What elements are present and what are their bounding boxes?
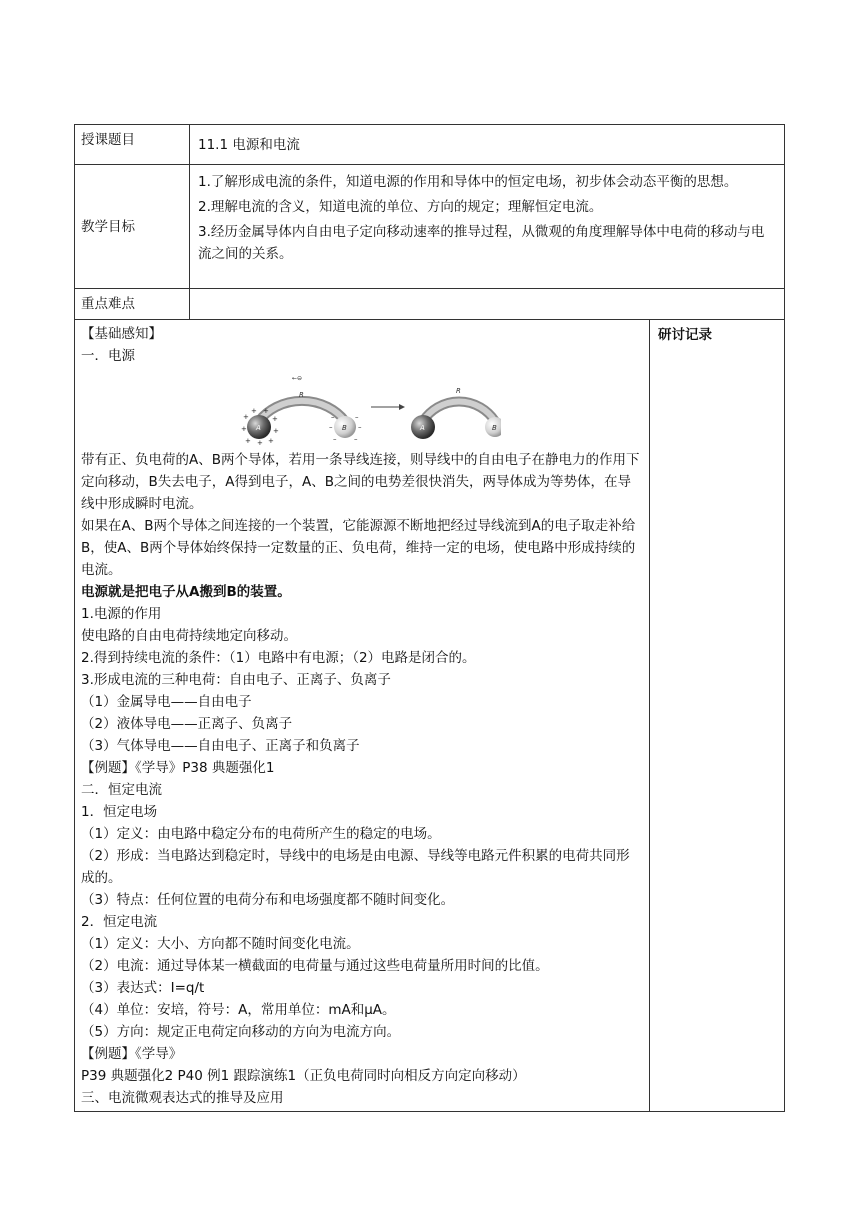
svg-text:B: B [492,424,497,432]
goal-item: 3.经历金属导体内自由电子定向移动速率的推导过程，从微观的角度理解导体中电荷的移动与电流之间的关系。 [198,224,765,262]
svg-text:B: B [342,424,347,432]
content-cell [75,320,650,1112]
goal-row [75,165,785,289]
svg-text:–: – [329,423,333,431]
svg-text:+: + [257,439,263,445]
svg-text:–: – [355,413,359,421]
line: （3）气体导电——自由电子、正离子和负离子 [81,738,360,754]
line: （2）液体导电——正离子、负离子 [81,716,293,732]
svg-text:+: + [241,425,247,433]
discussion-record: 研讨记录 [650,320,785,1112]
line: （4）单位：安培，符号：A，常用单位：mA和μA。 [81,1002,396,1018]
line: 使电路的自由电荷持续地定向移动。 [81,628,297,644]
svg-text:+: + [268,437,274,445]
line: （5）方向：规定正电荷定向移动的方向为电流方向。 [81,1024,401,1040]
svg-text:A: A [256,424,261,432]
conductor-figure [241,369,501,445]
svg-text:+: + [273,427,279,435]
line: （1）定义：由电路中稳定分布的电荷所产生的稳定的电场。 [81,826,441,842]
svg-text:–: – [354,435,358,443]
line: 2.得到持续电流的条件：（1）电路中有电源；（2）电路是闭合的。 [81,650,476,666]
example-ref: 【例题】《学导》P38 典题强化1 [81,760,275,776]
paragraph: 如果在A、B两个导体之间连接的一个装置，它能源源不断地把经过导线流到A的电子取走补给B，使A、B两个导体始终保持一定数量的正、负电荷，维持一定的电场，使电路中形成持续的电流。 [81,518,636,578]
line: 1.电源的作用 [81,606,162,622]
line: 2．恒定电流 [81,914,158,930]
line: （3）表达式：I=q/t [81,980,205,996]
svg-text:+: + [251,407,257,415]
lesson-plan-table [74,124,785,1112]
electron-marker: ←⊖ [292,375,303,382]
example-ref: 【例题】《学导》 [81,1046,183,1062]
heading-power-source: 一．电源 [81,348,135,364]
line: （1）金属导电——自由电子 [81,694,252,710]
key-row [75,289,785,320]
example-ref: P39 典题强化2 P40 例1 跟踪演练1（正负电荷同时向相反方向定向移动） [81,1068,526,1084]
svg-text:+: + [243,413,249,421]
goal-list [190,165,785,289]
section-basic: 【基础感知】 [81,326,162,342]
topic-label: 授课题目 [75,125,190,165]
paragraph: 带有正、负电荷的A、B两个导体，若用一条导线连接，则导线中的自由电子在静电力的作用下定向移动，B失去电子，A得到电子，A、B之间的电势差很快消失，两导体成为等势体，在导线中形成瞬时电流。 [81,452,640,512]
line: 3.形成电流的三种电荷：自由电子、正离子、负离子 [81,672,391,688]
line: 1．恒定电场 [81,804,158,820]
svg-text:A: A [420,424,425,432]
svg-text:+: + [272,415,278,423]
svg-text:–: – [358,423,362,431]
key-label: 重点难点 [75,289,190,320]
line: （2）电流：通过导体某一横截面的电荷量与通过这些电荷量所用时间的比值。 [81,958,549,974]
heading-constant-current: 二．恒定电流 [81,782,162,798]
wire-label-r: R [299,391,304,399]
topic-value: 11.1 电源和电流 [190,125,785,165]
goal-item: 1.了解形成电流的条件，知道电源的作用和导体中的恒定电场，初步体会动态平衡的思想。 [198,174,738,190]
svg-text:+: + [263,407,269,415]
topic-row [75,125,785,165]
content-row [75,320,785,1112]
wire-label-r2: R [456,387,461,395]
svg-text:+: + [245,437,251,445]
line: （1）定义：大小、方向都不随时间变化电流。 [81,936,360,952]
paragraph: （2）形成：当电路达到稳定时，导线中的电场是由电源、导线等电路元件积累的电荷共同形成的。 [81,848,630,886]
svg-text:–: – [331,413,335,421]
goal-label: 教学目标 [75,165,190,289]
goal-item: 2.理解电流的含义，知道电流的单位、方向的规定；理解恒定电流。 [198,199,603,215]
heading-micro-expression: 三、电流微观表达式的推导及应用 [81,1090,284,1106]
lesson-plan [74,124,784,1112]
line: （3）特点：任何位置的电荷分布和电场强度都不随时间变化。 [81,892,455,908]
svg-text:–: – [333,435,337,443]
key-value [190,289,785,320]
key-statement: 电源就是把电子从A搬到B的装置。 [81,584,291,600]
